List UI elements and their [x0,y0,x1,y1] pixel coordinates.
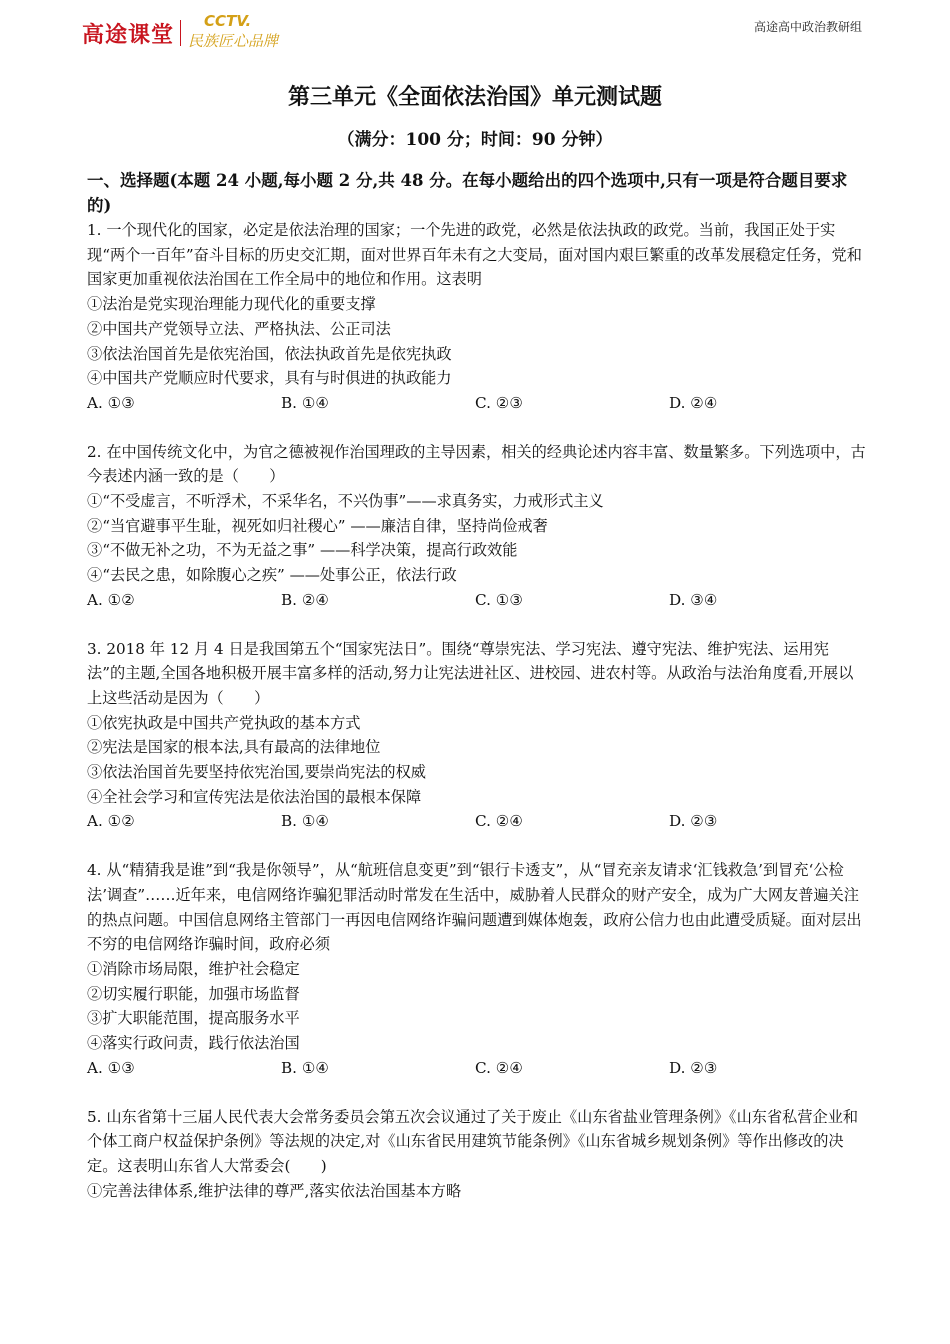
page-header [0,0,950,52]
spacer [87,416,867,440]
statement-item: ③依法治国首先是依宪治国，依法执政首先是依宪执政 [87,344,452,363]
option-c: C. ②③ [475,393,523,412]
answer-options [87,809,867,834]
statement-item: ②切实履行职能，加强市场监督 [87,984,300,1003]
header-org: 高途高中政治教研组 [753,20,862,34]
statement-item: ①“不受虚言，不听浮术，不采华名，不兴伪事”——求真务实，力戒形式主义 [87,492,604,511]
section-heading: 一、选择题(本题 24 小题,每小题 2 分,共 48 分。在每小题给出的四个选项中,只有一项是符合题目要求的) [87,171,848,215]
page-title: 第三单元《全面依法治国》单元测试题 [287,84,662,110]
question-stem: 2. 在中国传统文化中，为官之德被视作治国理政的主导因素，相关的经典论述内容丰富、数量繁多。下列选项中，古今表述内涵一致的是（ ） [87,442,866,486]
option-c: C. ②④ [475,812,523,831]
question-stem: 3. 2018 年 12 月 4 日是我国第五个“国家宪法日”。围绕“尊崇宪法、学习宪法、遵守宪法、维护宪法、运用宪法”的主题,全国各地积极开展丰富多样的活动,努力让宪法进社区、进校园、进农村等。从政治与法治角度看,开展以上这些活动是因为（ ） [87,639,854,707]
statement-item: ①依宪执政是中国共产党执政的基本方式 [87,713,361,732]
option-a: A. ①② [87,812,135,831]
question-2 [87,440,867,613]
document-body [87,168,867,1203]
option-a: A. ①③ [87,393,135,412]
statement-item: ④全社会学习和宣传宪法是依法治国的最根本保障 [87,787,422,806]
statement-item: ①完善法律体系,维护法律的尊严,落实依法治国基本方略 [87,1181,462,1200]
option-d: D. ②③ [669,812,718,831]
option-c: C. ②④ [475,1058,523,1077]
question-stem: 5. 山东省第十三届人民代表大会常务委员会第五次会议通过了关于废止《山东省盐业管理条例》《山东省私营企业和个体工商户权益保护条例》等法规的决定,对《山东省民用建筑节能条例》《山东省城乡规划条例》等作出修改的决定。这表明山东省人大常委会( ) [87,1107,859,1175]
option-b: B. ①④ [281,393,330,412]
spacer [87,1081,867,1105]
option-c: C. ①③ [475,590,523,609]
statement-item: ②宪法是国家的根本法,具有最高的法律地位 [87,738,381,757]
statement-item: ②中国共产党领导立法、严格执法、公正司法 [87,319,391,338]
option-b: B. ①④ [281,1058,330,1077]
question-stem: 1. 一个现代化的国家，必定是依法治理的国家；一个先进的政党，必然是依法执政的政党。当前，我国正处于实现“两个一百年”奋斗目标的历史交汇期，面对世界百年未有之大变局，面对国内艰巨繁重的改革发展稳定任务，党和国家更加重视依法治国在工作全局中的地位和作用。这表明 [87,221,862,289]
option-d: D. ②③ [669,1058,718,1077]
option-d: D. ③④ [669,590,718,609]
question-stem: 4. 从“精猜我是谁”到“我是你领导”，从“航班信息变更”到“银行卡透支”，从“冒充亲友请求‘汇钱救急’到冒充‘公检法’调查”……近年来，电信网络诈骗犯罪活动时常发在生活中，威胁着人民群众的财产安全，成为广大网友普遍关注的热点问题。中国信息网络主管部门一再因电信网络诈骗问题遭到媒体炮轰，政府公信力也由此遭受质疑。面对层出不穷的电信网络诈骗时间，政府必须 [87,861,862,954]
statement-item: ③依法治国首先要坚持依宪治国,要崇尚宪法的权威 [87,763,426,782]
statement-item: ④“去民之患，如除腹心之疾” ——处事公正，依法行政 [87,566,457,585]
question-4 [87,858,867,1080]
answer-options [87,588,867,613]
question-1 [87,218,867,416]
answer-options [87,1056,867,1081]
statement-item: ①消除市场局限，维护社会稳定 [87,959,300,978]
option-a: A. ①② [87,590,135,609]
option-b: B. ①④ [281,812,330,831]
answer-options [87,391,867,416]
statement-item: ③扩大职能范围，提高服务水平 [87,1009,300,1028]
question-5 [87,1105,867,1204]
option-a: A. ①③ [87,1058,135,1077]
brand-slogan: 民族匠心品牌 [188,32,279,50]
question-3 [87,637,867,835]
option-b: B. ②④ [281,590,330,609]
gaotu-logo: 高途课堂 [82,23,175,48]
spacer [87,834,867,858]
statement-item: ③“不做无补之功，不为无益之事” ——科学决策，提高行政效能 [87,541,518,560]
logo-divider [180,20,181,46]
option-d: D. ②④ [669,393,718,412]
cctv-logo: CCTV. [204,12,252,30]
statement-item: ④落实行政问责，践行依法治国 [87,1034,300,1053]
statement-item: ①法治是党实现治理能力现代化的重要支撑 [87,295,376,314]
statement-item: ④中国共产党顺应时代要求，具有与时俱进的执政能力 [87,369,452,388]
statement-item: ②“当官避事平生耻，视死如归社稷心” ——廉洁自律，坚持尚俭戒奢 [87,516,548,535]
page-subtitle: （满分：100 分；时间：90 分钟） [337,130,613,150]
spacer [87,613,867,637]
